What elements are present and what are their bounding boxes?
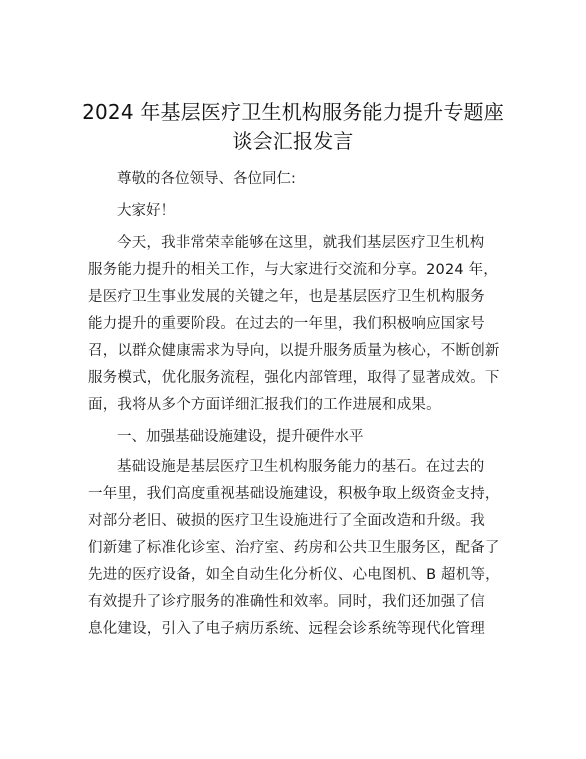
paragraph-1-line: 是医疗卫生事业发展的关键之年，也是基层医疗卫生机构服务 [88,289,485,305]
paragraph-2-line: 基础设施是基层医疗卫生机构服务能力的基石。在过去的 [117,459,485,475]
salutation: 尊敬的各位领导、各位同仁: [117,171,296,187]
document-title [0,98,586,156]
paragraph-1-line: 能力提升的重要阶段。在过去的一年里，我们积极响应国家号 [88,316,485,332]
paragraph-1 [88,230,500,419]
paragraph-2 [88,454,500,643]
paragraph-1-line: 服务模式，优化服务流程，强化内部管理，取得了显著成效。下 [88,370,500,386]
paragraph-2-line: 们新建了标准化诊室、治疗室、药房和公共卫生服务区，配备了 [88,540,500,556]
paragraph-2-line: 一年里，我们高度重视基础设施建设，积极争取上级资金支持， [88,486,500,502]
paragraph-2-line: 对部分老旧、破损的医疗卫生设施进行了全面改造和升级。我 [88,513,485,529]
paragraph-1-line: 服务能力提升的相关工作，与大家进行交流和分享。2024 年， [88,262,499,278]
section-heading-1: 一、加强基础设施建设，提升硬件水平 [117,429,364,445]
title-line-1: 2024 年基层医疗卫生机构服务能力提升专题座 [82,100,504,124]
paragraph-1-line: 面，我将从多个方面详细汇报我们的工作进展和成果。 [88,397,441,413]
paragraph-2-line: 息化建设，引入了电子病历系统、远程会诊系统等现代化管理 [88,621,485,637]
title-line-2: 谈会汇报发言 [232,129,354,153]
paragraph-2-line: 有效提升了诊疗服务的准确性和效率。同时，我们还加强了信 [88,594,485,610]
paragraph-1-line: 今天，我非常荣幸能够在这里，就我们基层医疗卫生机构 [117,235,485,251]
paragraph-1-line: 召，以群众健康需求为导向，以提升服务质量为核心，不断创新 [88,343,500,359]
paragraph-2-line: 先进的医疗设备，如全自动生化分析仪、心电图机、B 超机等， [88,567,500,583]
greeting: 大家好！ [117,203,175,219]
